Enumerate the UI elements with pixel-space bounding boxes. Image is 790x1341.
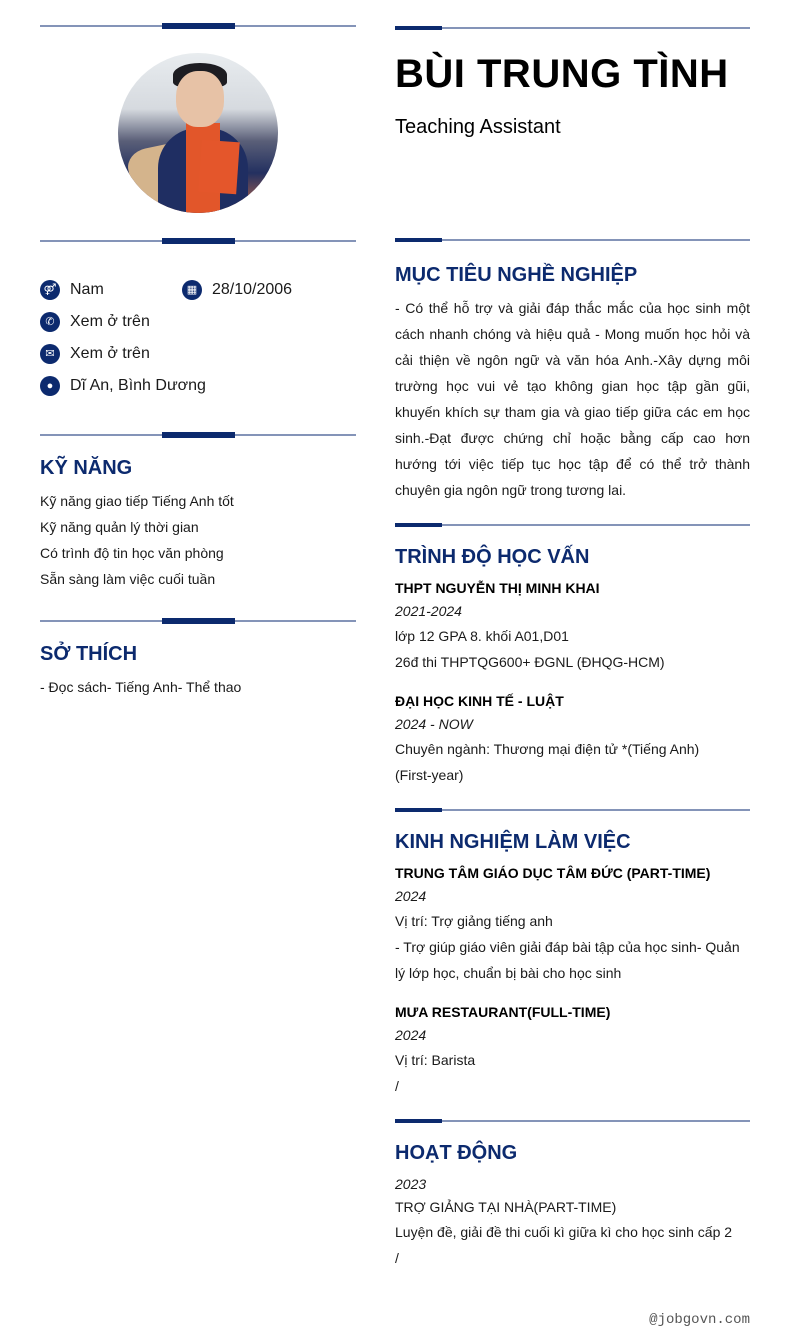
divider [40, 431, 356, 439]
gender-row [40, 279, 104, 301]
education-heading: TRÌNH ĐỘ HỌC VẤN [395, 546, 590, 568]
divider [40, 617, 356, 625]
email-icon: ✉ [40, 344, 60, 364]
activity-extra: / [395, 1250, 399, 1266]
email-value: Xem ở trên [70, 345, 150, 362]
email-row [40, 343, 150, 365]
birthday-row [182, 279, 292, 301]
skill-item: Kỹ năng giao tiếp Tiếng Anh tốt [40, 493, 234, 509]
birthday-value: 28/10/2006 [212, 281, 293, 298]
divider [40, 237, 356, 245]
candidate-title: Teaching Assistant [395, 116, 561, 138]
education-period: 2024 - NOW [395, 716, 473, 732]
activity-description: Luyện đề, giải đề thi cuối kì giữa kì cho học sinh cấp 2 [395, 1224, 733, 1240]
divider [40, 22, 356, 30]
hobbies-text: - Đọc sách- Tiếng Anh- Thể thao [40, 679, 242, 695]
activity-title: TRỢ GIẢNG TẠI NHÀ(PART-TIME) [395, 1199, 617, 1215]
experience-company: MƯA RESTAURANT(FULL-TIME) [395, 1004, 611, 1020]
hobbies-heading: SỞ THÍCH [40, 643, 138, 665]
experience-heading: KINH NGHIỆM LÀM VIỆC [395, 831, 631, 853]
avatar [118, 53, 278, 213]
education-period: 2021-2024 [395, 603, 462, 619]
divider [395, 1118, 750, 1124]
skill-item: Có trình độ tin học văn phòng [40, 545, 224, 561]
skill-item: Sẵn sàng làm việc cuối tuần [40, 571, 216, 587]
experience-company: TRUNG TÂM GIÁO DỤC TÂM ĐỨC (PART-TIME) [395, 865, 711, 881]
divider [395, 237, 750, 243]
education-detail: (First-year) [395, 767, 464, 783]
skill-item: Kỹ năng quản lý thời gian [40, 519, 199, 535]
phone-icon: ✆ [40, 312, 60, 332]
education-school: ĐẠI HỌC KINH TẾ - LUẬT [395, 693, 564, 709]
location-icon: ● [40, 376, 60, 396]
watermark: @jobgovn.com [649, 1312, 750, 1328]
experience-description: / [395, 1078, 399, 1094]
activity-period: 2023 [395, 1176, 427, 1192]
candidate-name: BÙI TRUNG TÌNH [395, 52, 729, 96]
experience-period: 2024 [395, 1027, 427, 1043]
experience-description: - Trợ giúp giáo viên giải đáp bài tập của học sinh- Quản lý lớp học, chuẩn bị bài cho học sinh [395, 939, 740, 981]
gender-icon: ⚤ [40, 280, 60, 300]
address-row [40, 375, 206, 397]
phone-row [40, 311, 150, 333]
experience-position: Vị trí: Trợ giảng tiếng anh [395, 913, 553, 929]
divider [395, 25, 750, 31]
objective-text: - Có thể hỗ trợ và giải đáp thắc mắc của học sinh một cách nhanh chóng và hiệu quả - Mong muốn học hỏi và cải thiện về ngôn ngữ và văn hóa Anh.-Xây dựng môi trường học vui vẻ tạo không gian học tập gần gũi, khuyến khích sự tham gia và giao tiếp giữa các em học sinh.-Đạt được chứng chỉ hoặc bằng cấp cao hơn hướng tới việc tiếp tục học tập để có thể trở thành chuyên gia ngôn ngữ trong tương lai. [395, 300, 750, 498]
phone-value: Xem ở trên [70, 313, 150, 330]
experience-period: 2024 [395, 888, 427, 904]
calendar-icon: ▦ [182, 280, 202, 300]
education-detail: Chuyên ngành: Thương mại điện tử *(Tiếng Anh) [395, 741, 700, 757]
education-detail: 26đ thi THPTQG600+ ĐGNL (ĐHQG-HCM) [395, 654, 665, 670]
education-school: THPT NGUYỄN THỊ MINH KHAI [395, 580, 600, 596]
divider [395, 522, 750, 528]
education-detail: lớp 12 GPA 8. khối A01,D01 [395, 628, 569, 644]
address-value: Dĩ An, Bình Dương [70, 377, 206, 394]
gender-value: Nam [70, 281, 104, 298]
objective-heading: MỤC TIÊU NGHỀ NGHIỆP [395, 264, 638, 286]
skills-heading: KỸ NĂNG [40, 457, 133, 479]
experience-position: Vị trí: Barista [395, 1052, 476, 1068]
activities-heading: HOẠT ĐỘNG [395, 1142, 518, 1164]
divider [395, 807, 750, 813]
